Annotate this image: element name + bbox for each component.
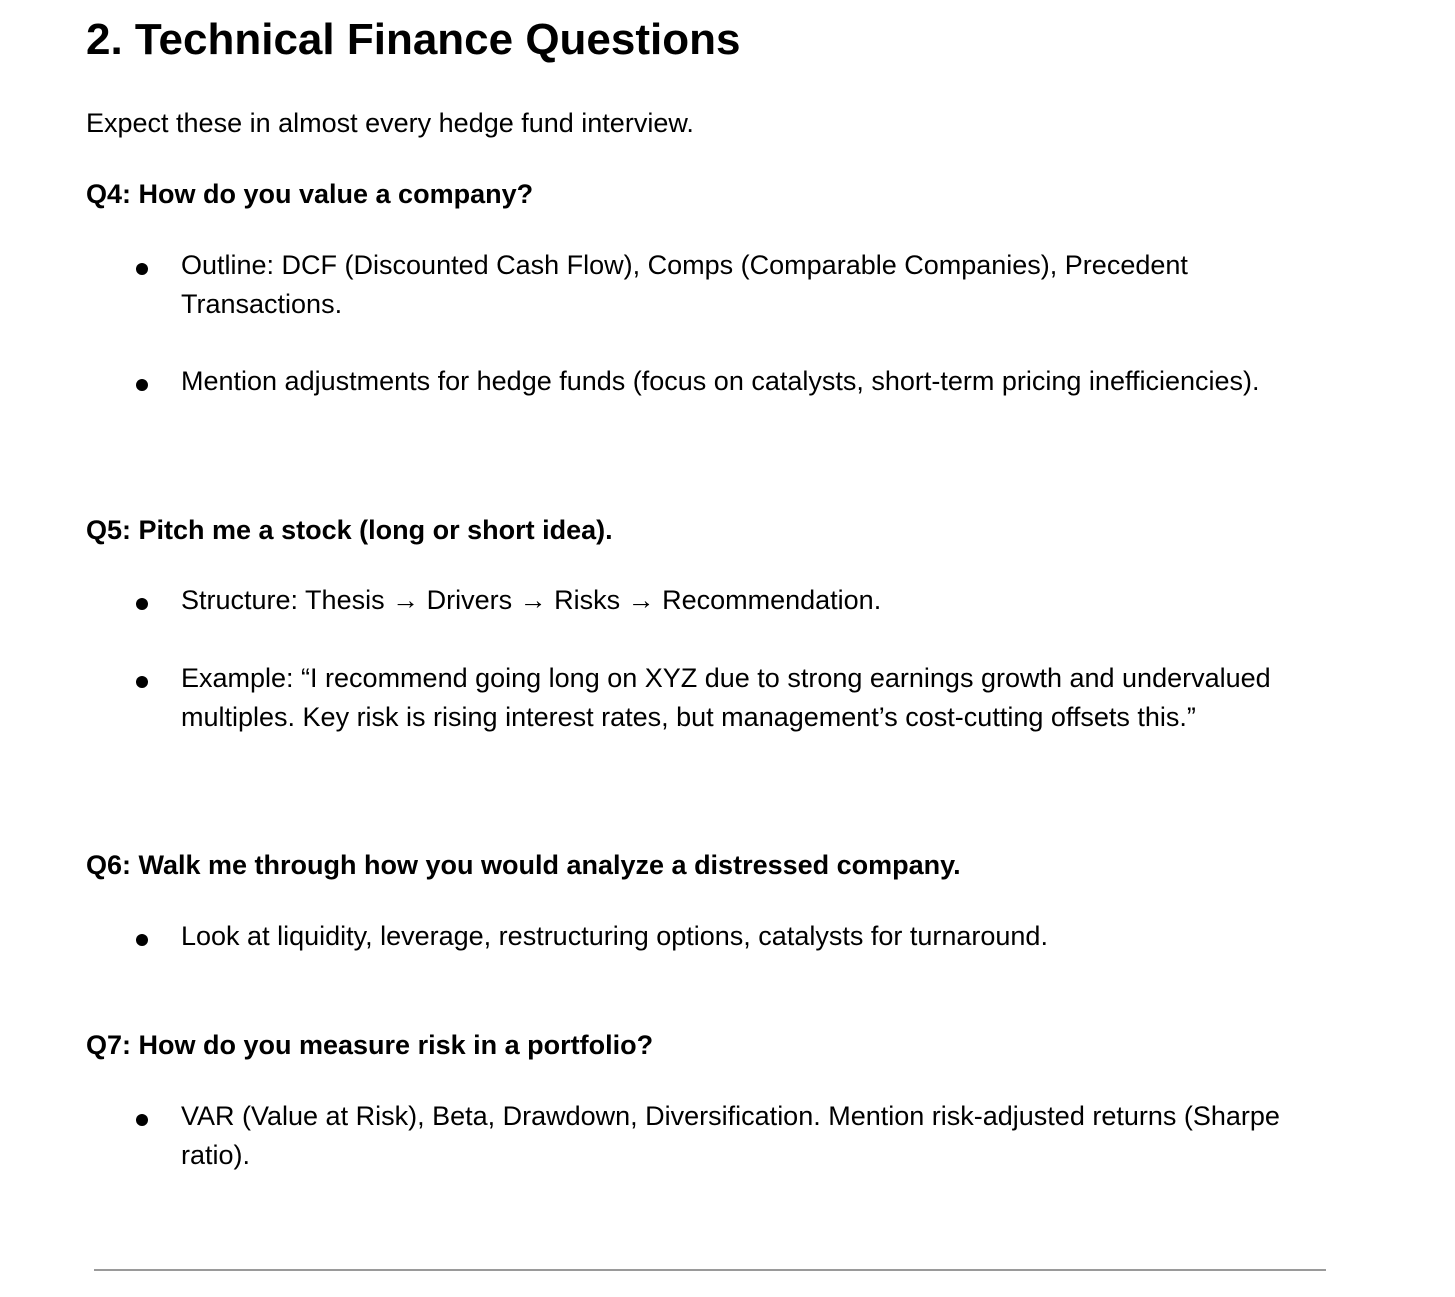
section-intro: Expect these in almost every hedge fund interview. — [86, 108, 694, 138]
bullet-icon — [136, 676, 148, 688]
question-heading-q7: Q7: How do you measure risk in a portfolio? — [86, 1030, 654, 1060]
bullet-icon — [136, 598, 148, 610]
bullet-icon — [136, 263, 148, 275]
list-item-text: Look at liquidity, leverage, restructuring options, catalysts for turnaround. — [181, 921, 1048, 951]
list-item-text: Outline: DCF (Discounted Cash Flow), Comps (Comparable Companies), Precedent Transactions. — [181, 250, 1188, 319]
question-heading-q4: Q4: How do you value a company? — [86, 179, 534, 209]
question-heading-q6: Q6: Walk me through how you would analyze a distressed company. — [86, 850, 961, 880]
section-title: 2. Technical Finance Questions — [86, 15, 741, 64]
list-item-text: Structure: Thesis → Drivers → Risks → Recommendation. — [181, 585, 882, 615]
list-item-text: VAR (Value at Risk), Beta, Drawdown, Diversification. Mention risk-adjusted returns (Sharpe ratio). — [181, 1101, 1280, 1170]
list-item-text: Mention adjustments for hedge funds (focus on catalysts, short-term pricing inefficiencies). — [181, 366, 1260, 396]
bullet-icon — [136, 1114, 148, 1126]
list-item-text: Example: “I recommend going long on XYZ due to strong earnings growth and undervalued multiples. Key risk is rising interest rates, but management’s cost-cutting offsets this.” — [181, 663, 1271, 732]
question-heading-q5: Q5: Pitch me a stock (long or short idea). — [86, 515, 613, 545]
bullet-icon — [136, 379, 148, 391]
bullet-icon — [136, 934, 148, 946]
horizontal-divider — [94, 1269, 1326, 1271]
